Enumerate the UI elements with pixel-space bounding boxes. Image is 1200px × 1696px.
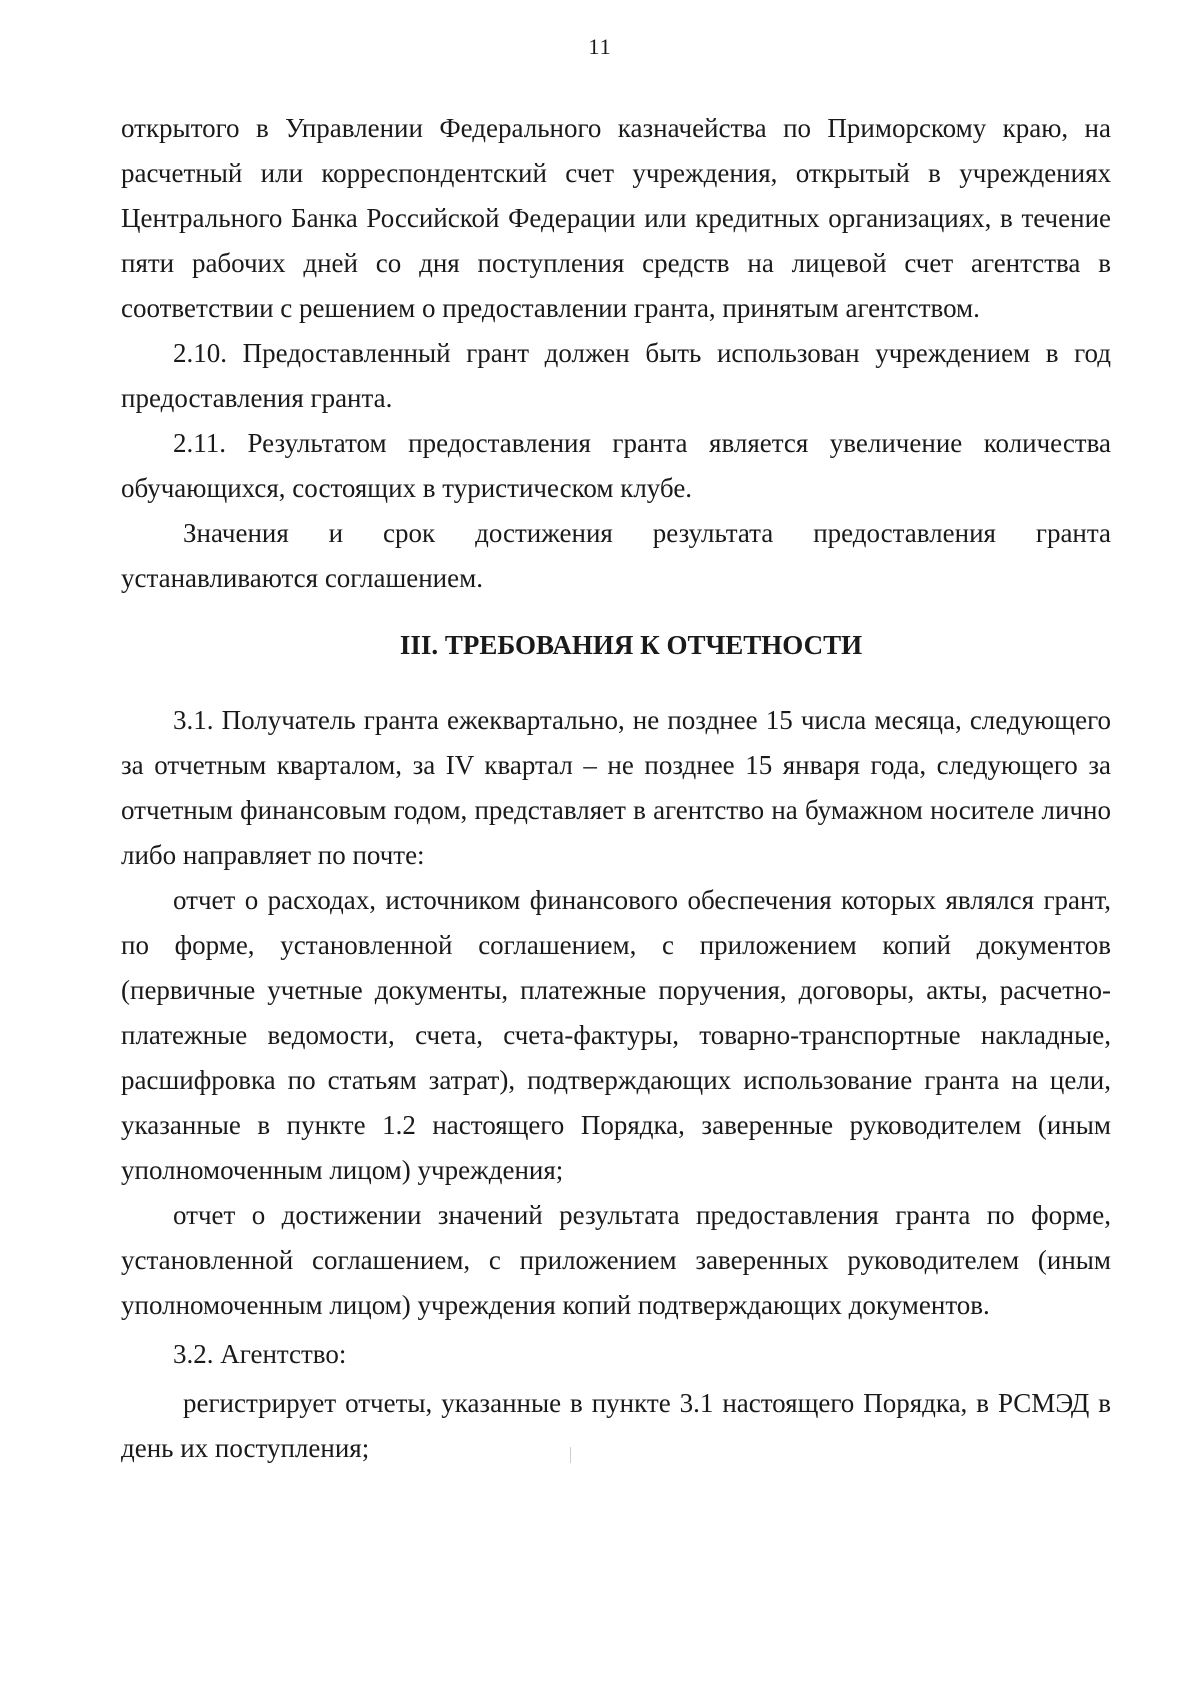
document-body xyxy=(121,106,1111,1471)
paragraph-3-1-result-report: отчет о достижении значений результата предоставления гранта по форме, установленной соглашением, с приложением заверенных руководителем (иным уполномоченным лицом) учреждения копий подтверждающих документов. xyxy=(121,1200,1111,1320)
paragraph-3-2-register: регистрирует отчеты, указанные в пункте 3.1 настоящего Порядка, в РСМЭД в день их поступления; xyxy=(121,1388,1111,1463)
section-heading: III. ТРЕБОВАНИЯ К ОТЧЕТНОСТИ xyxy=(399,630,863,660)
scan-artifact xyxy=(570,1447,571,1463)
paragraph-3-1: 3.1. Получатель гранта ежеквартально, не позднее 15 числа месяца, следующего за отчетным кварталом, за IV квартал – не позднее 15 января года, следующего за отчетным финансовым годом, представляет в агентство на бумажном носителе лично либо направляет по почте: xyxy=(121,705,1111,870)
page-number: 11 xyxy=(588,34,612,59)
paragraph-3-1-expense-report: отчет о расходах, источником финансового обеспечения которых являлся грант, по форме, установленной соглашением, с приложением копий документов (первичные учетные документы, платежные поручения, договоры, акты, расчетно-платежные ведомости, счета, счета-фактуры, товарно-транспортные накладные, расшифровка по статьям затрат), подтверждающих использование гранта на цели, указанные в пункте 1.2 настоящего Порядка, заверенные руководителем (иным уполномоченным лицом) учреждения; xyxy=(121,885,1111,1185)
paragraph-continuation: открытого в Управлении Федерального казначейства по Приморскому краю, на расчетный или корреспондентский счет учреждения, открытый в учреждениях Центрального Банка Российской Федерации или кредитных организациях, в течение пяти рабочих дней со дня поступления средств на лицевой счет агентства в соответствии с решением о предоставлении гранта, принятым агентством. xyxy=(121,113,1111,323)
paragraph-2-11: 2.11. Результатом предоставления гранта является увеличение количества обучающихся, состоящих в туристическом клубе. xyxy=(121,428,1111,503)
paragraph-2-10: 2.10. Предоставленный грант должен быть использован учреждением в год предоставления гранта. xyxy=(121,338,1111,413)
paragraph-3-2: 3.2. Агентство: xyxy=(173,1339,347,1369)
paragraph-2-11-values: Значения и срок достижения результата предоставления гранта устанавливаются соглашением. xyxy=(121,518,1111,593)
